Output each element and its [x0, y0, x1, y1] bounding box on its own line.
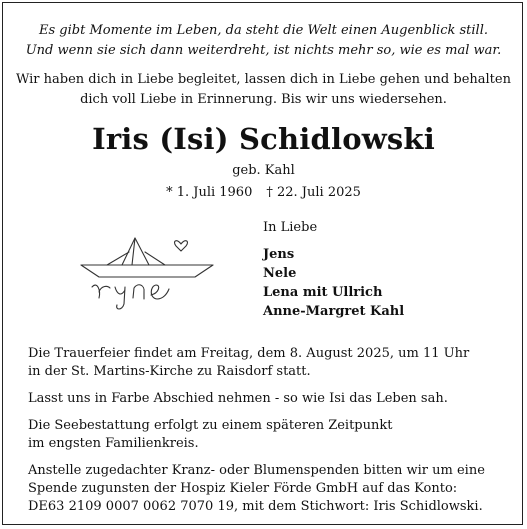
death-date: † 22. Juli 2025	[266, 185, 361, 200]
notice-body	[28, 345, 508, 525]
intro-line: Wir haben dich in Liebe begleitet, lassen dich in Liebe gehen und behalten	[16, 72, 511, 87]
opening-quote	[0, 21, 527, 61]
quote-line: Es gibt Momente im Leben, da steht die Welt einen Augenblick still.	[39, 23, 488, 38]
mourner-name: Lena mit Ullrich	[263, 285, 383, 300]
deceased-name: Iris (Isi) Schidlowski	[92, 122, 435, 156]
intro-text	[0, 70, 527, 110]
mourner-name: Nele	[263, 266, 297, 281]
notice-line: Anstelle zugedachter Kranz- oder Blumenspenden bitten wir um eine	[28, 463, 485, 478]
mourners-heading: In Liebe	[263, 220, 318, 235]
notice-line: DE63 2109 0007 0062 7070 19, mit dem Stichwort: Iris Schidlowski.	[28, 499, 483, 514]
notice-line: Die Seebestattung erfolgt zu einem späteren Zeitpunkt	[28, 418, 393, 433]
notice-line: Die Trauerfeier findet am Freitag, dem 8. August 2025, um 11 Uhr	[28, 346, 470, 361]
notice-line: im engsten Familienkreis.	[28, 436, 199, 451]
mourners-block	[263, 218, 404, 321]
notice-line: in der St. Martins-Kirche zu Raisdorf statt.	[28, 364, 311, 379]
mourner-name: Jens	[263, 247, 295, 262]
color-farewell-notice	[28, 390, 508, 408]
funeral-service-notice	[28, 345, 508, 381]
paper-boat-heart-logo	[77, 232, 217, 312]
notice-line: Lasst uns in Farbe Abschied nehmen - so wie Isi das Leben sah.	[28, 391, 448, 406]
quote-line: Und wenn sie sich dann weiterdreht, ist nichts mehr so, wie es mal war.	[25, 43, 502, 58]
intro-line: dich voll Liebe in Erinnerung. Bis wir uns wiedersehen.	[80, 92, 447, 107]
mourner-name: Anne-Margret Kahl	[263, 304, 405, 319]
life-dates	[0, 184, 527, 202]
birth-name: geb. Kahl	[232, 163, 295, 178]
donation-notice	[28, 462, 508, 516]
notice-line: Spende zugunsten der Hospiz Kieler Förde GmbH auf das Konto:	[28, 481, 458, 496]
sea-burial-notice	[28, 417, 508, 453]
birth-date: * 1. Juli 1960	[166, 185, 253, 200]
